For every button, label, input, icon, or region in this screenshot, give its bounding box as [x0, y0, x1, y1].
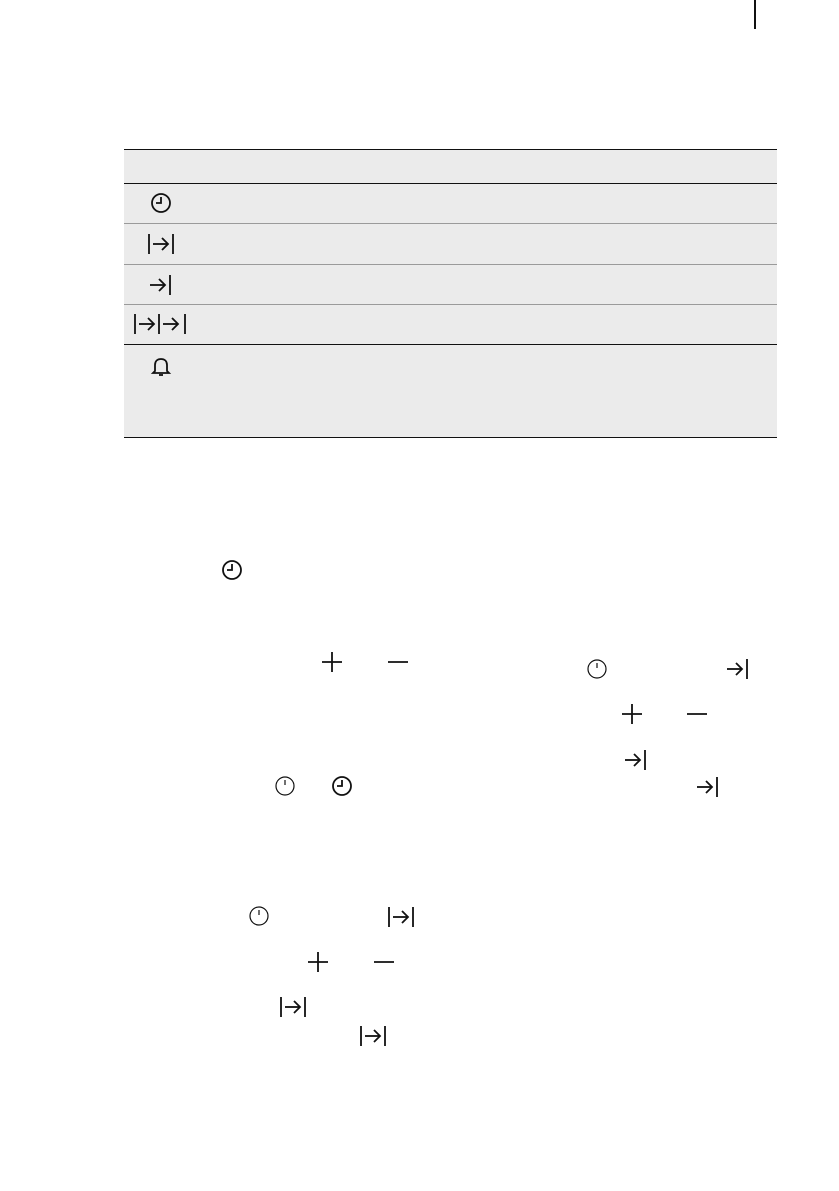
table-row — [124, 224, 777, 264]
plus-icon — [308, 952, 328, 972]
page-edge-marker — [754, 0, 756, 29]
table-row — [124, 184, 777, 223]
bell-icon — [152, 357, 170, 377]
clock-icon — [331, 775, 353, 797]
table-row — [124, 345, 777, 437]
table-header-row — [124, 149, 777, 183]
end-time-icon — [726, 658, 750, 680]
end-time-icon — [149, 274, 173, 296]
table-bottom-rule — [124, 437, 777, 438]
table-cell-text — [204, 184, 764, 223]
section-set-time — [124, 540, 454, 600]
table-row — [124, 265, 777, 304]
table-cell-text — [204, 345, 764, 437]
duration-icon — [280, 996, 307, 1018]
clock-blinking-icon — [586, 658, 608, 680]
section-set-end-time — [470, 640, 780, 810]
duration-icon — [388, 906, 415, 928]
end-time-icon — [624, 749, 648, 771]
header-function — [204, 149, 764, 183]
plus-icon — [622, 704, 642, 724]
clock-functions-table — [124, 149, 777, 438]
duration-icon — [148, 233, 175, 255]
minus-icon — [388, 652, 408, 672]
plus-icon — [322, 652, 342, 672]
table-cell-symbol — [124, 305, 196, 344]
minus-icon — [374, 952, 394, 972]
minus-icon — [687, 704, 707, 724]
clock-blinking-icon — [248, 905, 270, 927]
table-cell-text — [204, 305, 764, 344]
table-cell-symbol — [124, 224, 196, 264]
section-change-time — [124, 640, 454, 810]
clock-blinking-icon — [274, 775, 296, 797]
end-time-icon — [696, 776, 720, 798]
clock-icon — [221, 559, 243, 581]
table-row — [124, 305, 777, 344]
time-delay-icon — [134, 313, 188, 335]
table-cell-symbol — [124, 345, 196, 437]
clock-icon — [150, 192, 172, 214]
table-cell-text — [204, 224, 764, 264]
duration-icon — [360, 1025, 387, 1047]
section-set-duration — [124, 890, 454, 1060]
table-cell-symbol — [124, 184, 196, 223]
table-cell-text — [204, 265, 764, 304]
table-cell-symbol — [124, 265, 196, 304]
